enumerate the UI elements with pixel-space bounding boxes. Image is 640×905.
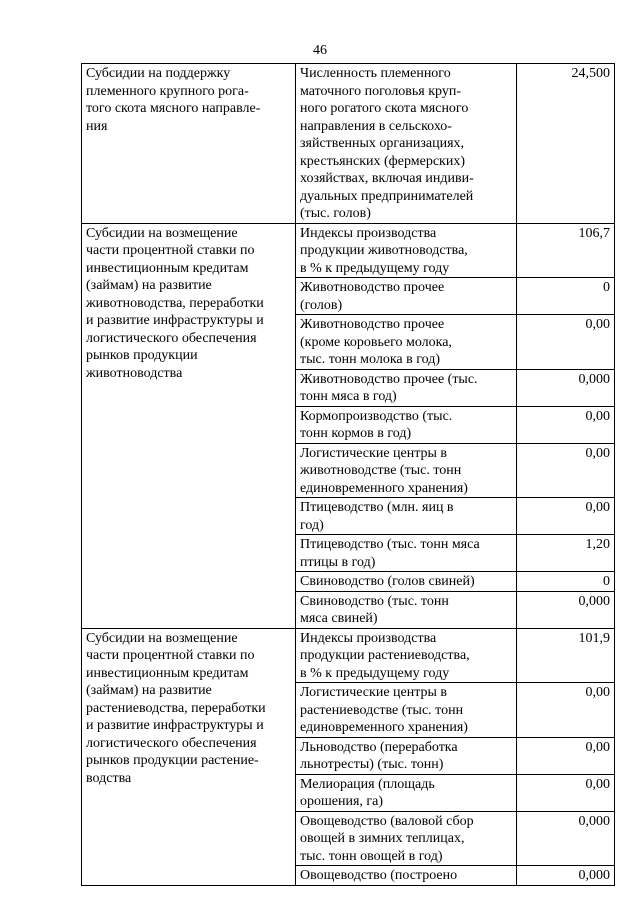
indicator-cell	[296, 443, 517, 498]
indicator-name: Животноводство прочее (кроме коровьего молока, тыс. тонн молока в год)	[300, 317, 452, 367]
indicator-name: Свиноводство (голов свиней)	[300, 574, 475, 589]
subsidy-name-cell	[82, 223, 296, 628]
indicator-cell	[296, 774, 517, 811]
table-row	[82, 628, 615, 683]
indicator-value: 0,00	[517, 443, 615, 498]
indicator-name: Птицеводство (тыс. тонн мяса птицы в год)	[300, 537, 480, 570]
indicator-name: Индексы производства продукции растениеводства, в % к предыдущему году	[300, 630, 470, 681]
table-row	[82, 223, 615, 278]
indicator-name: Льноводство (переработка льнотресты) (тыс. тонн)	[300, 739, 458, 772]
indicator-cell	[296, 315, 517, 370]
indicator-cell	[296, 737, 517, 774]
indicator-cell	[296, 535, 517, 572]
subsidy-name: Субсидии на возмещение части процентной ставки по инвестиционным кредитам (займам) на развитие растениеводства, переработки и развитие инфраструктуры и логистического обеспечения рынков продукции растение- водства	[86, 630, 266, 786]
indicator-value: 0,000	[517, 866, 615, 886]
indicator-cell	[296, 223, 517, 278]
indicator-cell	[296, 591, 517, 628]
page-number: 46	[313, 43, 327, 58]
indicator-name: Животноводство прочее (голов)	[300, 280, 445, 313]
subsidy-name-cell	[82, 628, 296, 885]
indicator-value: 101,9	[517, 628, 615, 683]
subsidy-name: Субсидии на возмещение части процентной ставки по инвестиционным кредитам (займам) на развитие животноводства, переработки и развитие инфраструктуры и логистического обеспечения рынков продукции животноводства	[86, 225, 264, 381]
indicator-name: Логистические центры в растениеводстве (тыс. тонн единовременного хранения)	[300, 685, 468, 735]
indicator-cell	[296, 866, 517, 886]
indicator-cell	[296, 369, 517, 406]
indicator-cell	[296, 683, 517, 738]
indicator-value: 24,500	[517, 64, 615, 224]
indicator-cell	[296, 498, 517, 535]
indicator-name: Свиноводство (тыс. тонн мяса свиней)	[300, 593, 449, 626]
indicator-cell	[296, 811, 517, 866]
indicator-cell	[296, 278, 517, 315]
indicator-name: Животноводство прочее (тыс. тонн мяса в год)	[300, 371, 478, 404]
indicator-value: 0,000	[517, 591, 615, 628]
indicator-name: Кормопроизводство (тыс. тонн кормов в год)	[300, 408, 453, 441]
indicator-cell	[296, 572, 517, 592]
indicator-value: 0,000	[517, 811, 615, 866]
indicator-value: 0,00	[517, 774, 615, 811]
subsidy-name: Субсидии на поддержку племенного крупного рога- того скота мясного направле- ния	[86, 66, 261, 134]
indicator-value: 0,00	[517, 406, 615, 443]
indicator-cell	[296, 64, 517, 224]
indicator-name: Численность племенного маточного поголовья круп- ного рогатого скота мясного направления в сельскохо- зяйственных организациях, крестьянских (фермерских) хозяйствах, включая индиви- дуальных предпринимателей (тыс. голов)	[300, 66, 474, 221]
table-row	[82, 64, 615, 224]
subsidy-table	[81, 63, 615, 886]
indicator-name: Птицеводство (млн. яиц в год)	[300, 500, 454, 533]
subsidy-name-cell	[82, 64, 296, 224]
indicator-name: Овощеводство (валовой сбор овощей в зимних теплицах, тыс. тонн овощей в год)	[300, 813, 474, 864]
indicator-value: 0,000	[517, 369, 615, 406]
indicator-value: 0,00	[517, 737, 615, 774]
indicator-name: Логистические центры в животноводстве (тыс. тонн единовременного хранения)	[300, 445, 468, 496]
indicator-value: 0,00	[517, 498, 615, 535]
indicator-name: Индексы производства продукции животноводства, в % к предыдущему году	[300, 225, 468, 276]
indicator-value: 0	[517, 572, 615, 592]
indicator-value: 0,00	[517, 683, 615, 738]
indicator-cell	[296, 406, 517, 443]
indicator-cell	[296, 628, 517, 683]
indicator-name: Мелиорация (площадь орошения, га)	[300, 776, 435, 809]
indicator-value: 106,7	[517, 223, 615, 278]
indicator-value: 0,00	[517, 315, 615, 370]
indicator-value: 1,20	[517, 535, 615, 572]
indicator-value: 0	[517, 278, 615, 315]
indicator-name: Овощеводство (построено	[300, 868, 458, 883]
